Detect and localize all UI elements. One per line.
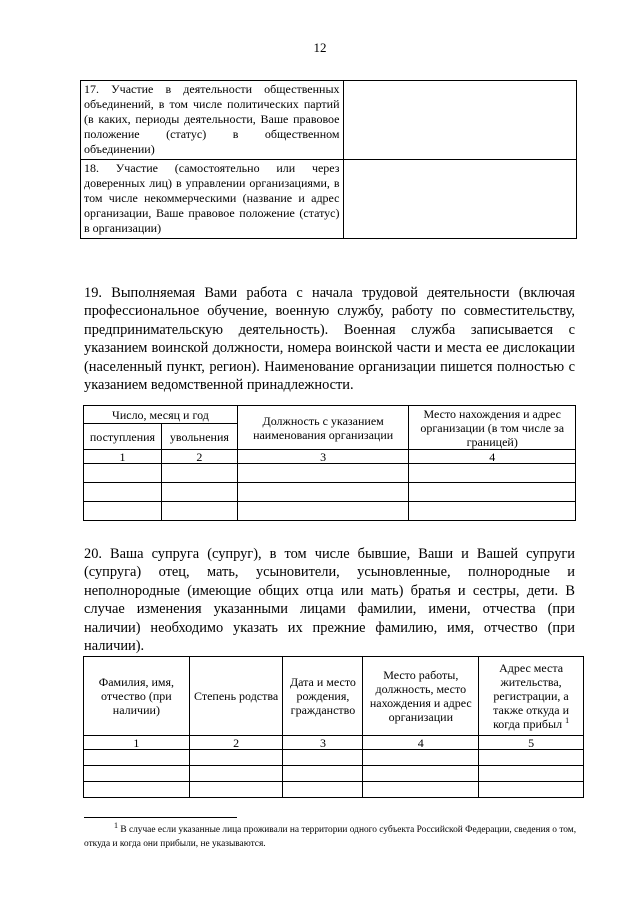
item-18-question — [81, 160, 344, 239]
date-group-header: Число, месяц и год — [84, 406, 238, 424]
position-header: Должность с указанием наименования организации — [237, 406, 409, 450]
page-number: 12 — [313, 40, 327, 55]
column-numbers-row — [84, 736, 584, 750]
table-row — [81, 81, 577, 160]
cell[interactable] — [237, 502, 409, 521]
cell[interactable] — [84, 750, 190, 766]
cell[interactable] — [363, 750, 479, 766]
relatives-table — [83, 656, 584, 798]
section-20-text: 20. Ваша супруга (супруг), в том числе бывшие, Ваши и Вашей супруги (супруга) отец, мать, усыновители, усыновленные, полнородные и неполнородные (имеющие общих отца или мать) братья и сестры, дети. В случае изменения указанными лицами фамилии, имени, отчества (при наличии) необходимо указать их прежние фамилию, имя, отчество (при наличии). — [84, 546, 575, 655]
table-row — [84, 750, 584, 766]
work-header: Место работы, должность, место нахождения и адрес организации — [363, 657, 479, 736]
cell[interactable] — [161, 502, 237, 521]
cell[interactable] — [84, 766, 190, 782]
table-row — [84, 483, 576, 502]
column-numbers-row — [84, 450, 576, 464]
footnote-mark: 1 — [114, 820, 118, 830]
cell[interactable] — [84, 483, 162, 502]
cell[interactable] — [237, 483, 409, 502]
cell[interactable] — [237, 464, 409, 483]
item-number: 17. — [84, 82, 99, 96]
cell[interactable] — [283, 782, 363, 798]
cell[interactable] — [363, 782, 479, 798]
column-number: 1 — [84, 450, 162, 464]
table-row — [84, 766, 584, 782]
start-date-header: поступления — [84, 424, 162, 450]
footnote-mark: 1 — [565, 716, 570, 725]
table-row — [84, 782, 584, 798]
table-header-row — [84, 657, 584, 736]
footnote — [84, 820, 584, 851]
cell[interactable] — [189, 750, 283, 766]
column-number: 1 — [84, 736, 190, 750]
cell[interactable] — [84, 502, 162, 521]
item-18-answer-cell[interactable] — [343, 160, 576, 239]
cell[interactable] — [479, 782, 584, 798]
cell[interactable] — [189, 782, 283, 798]
column-number: 5 — [479, 736, 584, 750]
cell[interactable] — [189, 766, 283, 782]
column-number: 4 — [409, 450, 576, 464]
item-number: 18. — [84, 161, 99, 175]
table-row — [84, 464, 576, 483]
column-number: 2 — [189, 736, 283, 750]
address-header-text: Адрес места жительства, регистрации, а также откуда и когда прибыл — [493, 661, 569, 731]
cell[interactable] — [409, 483, 576, 502]
work-history-table — [83, 405, 576, 521]
name-header: Фамилия, имя, отчество (при наличии) — [84, 657, 190, 736]
end-date-header: увольнения — [161, 424, 237, 450]
item-17-question — [81, 81, 344, 160]
items-17-18-table — [80, 80, 577, 239]
cell[interactable] — [479, 750, 584, 766]
footnote-text: В случае если указанные лица проживали на территории одного субъекта Российской Федерации, сведения о том, откуда и когда они прибыли, не указываются. — [84, 825, 577, 849]
relation-header: Степень родства — [189, 657, 283, 736]
address-header — [479, 657, 584, 736]
item-17-answer-cell[interactable] — [343, 81, 576, 160]
item-text: Участие (самостоятельно или через доверенных лиц) в управлении организациями, в том числе некоммерческими (название и адрес организации, Ваше правовое положение (статус) в организации) — [84, 161, 340, 235]
cell[interactable] — [161, 464, 237, 483]
cell[interactable] — [84, 464, 162, 483]
cell[interactable] — [283, 750, 363, 766]
cell[interactable] — [283, 766, 363, 782]
cell[interactable] — [409, 502, 576, 521]
section-19-text: 19. Выполняемая Вами работа с начала трудовой деятельности (включая профессиональное обучение, военную службу, работу по совместительству, предпринимательскую деятельность). Военная служба записывается с указанием воинской должности, номера воинской части и места ее дислокации (населенный пункт, регион). Наименование организации пишется полностью с указанием ведомственной принадлежности. — [84, 285, 575, 394]
column-number: 4 — [363, 736, 479, 750]
table-row — [84, 502, 576, 521]
item-text: Участие в деятельности общественных объединений, в том числе политических партий (в каких, периоды деятельности, Ваше правовое положение (статус) в общественном объединении) — [84, 82, 340, 156]
birth-header: Дата и место рождения, гражданство — [283, 657, 363, 736]
column-number: 3 — [237, 450, 409, 464]
table-row — [81, 160, 577, 239]
cell[interactable] — [479, 766, 584, 782]
column-number: 2 — [161, 450, 237, 464]
cell[interactable] — [409, 464, 576, 483]
footnote-separator — [84, 817, 237, 818]
cell[interactable] — [161, 483, 237, 502]
cell[interactable] — [84, 782, 190, 798]
column-number: 3 — [283, 736, 363, 750]
location-header: Место нахождения и адрес организации (в том числе за границей) — [409, 406, 576, 450]
cell[interactable] — [363, 766, 479, 782]
table-header-row — [84, 406, 576, 424]
